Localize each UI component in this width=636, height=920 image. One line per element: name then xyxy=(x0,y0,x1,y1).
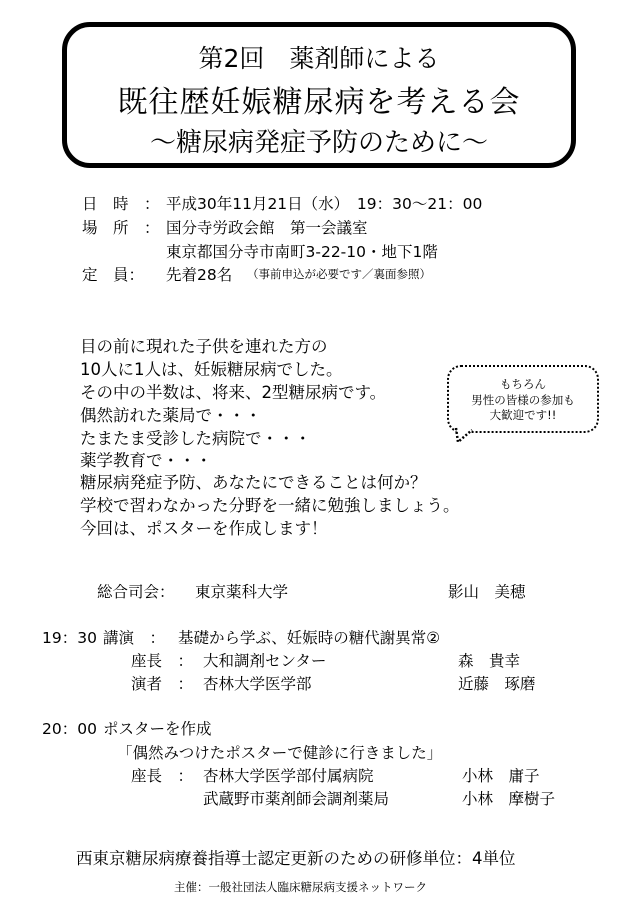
poster-title: 「偶然みつけたポスターで健診に行きました」 xyxy=(117,744,443,762)
date-value: 平成30年11月21日（水） 19：30〜21：00 xyxy=(166,195,483,213)
body-line-7: 糖尿病発症予防、あなたにできることは何か？ xyxy=(80,473,427,492)
title-line-1: 第2回 薬剤師による xyxy=(198,44,440,73)
title-line-2: 既往歴妊娠糖尿病を考える会 xyxy=(117,85,521,120)
body-line-4: 偶然訪れた薬局で・・・ xyxy=(80,406,262,425)
title-line-3: 〜糖尿病発症予防のために〜 xyxy=(149,128,488,158)
chair2-label: 座長 ： xyxy=(131,767,194,785)
mc-org: 東京薬科大学 xyxy=(195,583,289,601)
lecture-time: 19：30 xyxy=(42,629,97,647)
title-box xyxy=(62,22,576,168)
body-line-9: 今回は、ポスターを作成します！ xyxy=(80,519,328,538)
capacity-label: 定 員： xyxy=(82,266,145,284)
chair3-org: 武蔵野市薬剤師会調剤薬局 xyxy=(203,790,390,808)
poster-time: 20：00 xyxy=(42,720,97,738)
speaker-name: 近藤 琢磨 xyxy=(458,675,536,693)
lecture-label: 講演 ： xyxy=(103,629,166,647)
bubble-tail-icon xyxy=(452,426,478,446)
date-label: 日 時 ： xyxy=(82,195,160,213)
chair2-name: 小林 庸子 xyxy=(462,767,540,785)
mc-name: 影山 美穂 xyxy=(448,583,526,601)
place-value: 国分寺労政会館 第一会議室 xyxy=(166,219,368,237)
speaker-label: 演者 ： xyxy=(131,675,194,693)
address: 東京都国分寺市南町3-22-10・地下1階 xyxy=(166,243,438,261)
speech-bubble xyxy=(447,365,599,433)
poster-label: ポスターを作成 xyxy=(103,720,212,738)
place-label: 場 所 ： xyxy=(82,219,160,237)
body-line-6: 薬学教育で・・・ xyxy=(80,451,212,470)
lecture-title: 基礎から学ぶ、妊娠時の糖代謝異常② xyxy=(178,629,441,647)
capacity-note: （事前申込が必要です／裏面参照） xyxy=(247,267,431,281)
bubble-line-3: 大歓迎です!! xyxy=(489,408,557,422)
chair1-label: 座長 ： xyxy=(131,652,194,670)
body-line-1: 目の前に現れた子供を連れた方の xyxy=(80,337,328,356)
bubble-line-2: 男性の皆様の参加も xyxy=(471,392,575,407)
mc-label: 総合司会： xyxy=(97,583,175,601)
speaker-org: 杏林大学医学部 xyxy=(203,675,312,693)
chair1-org: 大和調剤センター xyxy=(203,652,327,670)
chair2-org: 杏林大学医学部付属病院 xyxy=(203,767,374,785)
body-line-8: 学校で習わなかった分野を一緒に勉強しましょう。 xyxy=(80,496,460,515)
chair3-name: 小林 摩樹子 xyxy=(462,790,556,808)
chair1-name: 森 貴幸 xyxy=(458,652,521,670)
capacity-value: 先着28名 xyxy=(166,266,233,284)
body-line-5: たまたま受診した病院で・・・ xyxy=(80,429,311,448)
body-line-2: 10人に1人は、妊娠糖尿病でした。 xyxy=(80,360,343,379)
body-line-3: その中の半数は、将来、2型糖尿病です。 xyxy=(80,383,387,402)
credit-text: 西東京糖尿病療養指導士認定更新のための研修単位：4単位 xyxy=(76,849,516,868)
bubble-line-1: もちろん xyxy=(500,377,546,391)
host-text: 主催：一般社団法人臨床糖尿病支援ネットワーク xyxy=(174,880,427,894)
